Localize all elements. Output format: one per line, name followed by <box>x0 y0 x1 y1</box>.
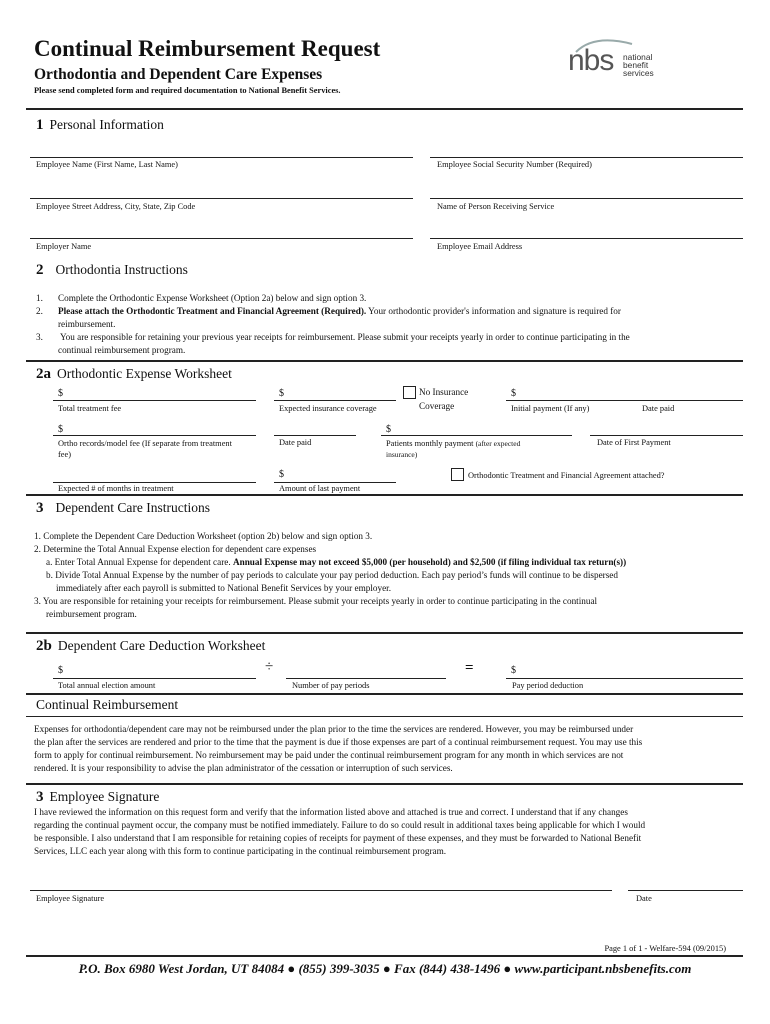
send-instruction: Please send completed form and required documentation to National Benefit Services. <box>34 86 341 95</box>
date-paid-line[interactable] <box>274 435 356 436</box>
person-receiving-label: Name of Person Receiving Service <box>437 202 555 211</box>
ssn-line[interactable] <box>430 157 743 158</box>
annual-election-line[interactable] <box>53 678 256 679</box>
section-1-heading: 1 Personal Information <box>36 117 164 133</box>
page-number: Page 1 of 1 - Welfare-594 (09/2015) <box>604 944 726 953</box>
signature-date-line[interactable] <box>628 890 743 891</box>
employee-name-label: Employee Name (First Name, Last Name) <box>36 160 178 169</box>
no-insurance-label: No Insurance <box>419 387 469 397</box>
agreement-attached-checkbox[interactable] <box>451 468 464 481</box>
equals-icon: = <box>465 660 474 676</box>
coverage-label: Expected insurance coverage <box>279 404 377 413</box>
currency-sign: $ <box>279 388 284 399</box>
logo-subtext: national benefit services <box>623 52 654 78</box>
divider <box>26 716 743 717</box>
list-item: 2. Please attach the Orthodontic Treatment and Financial Agreement (Required). Your orthodontic provider's information and signature is required for <box>36 306 621 316</box>
total-fee-line[interactable] <box>53 400 256 401</box>
address-label: Employee Street Address, City, State, Zip Code <box>36 202 196 211</box>
continual-heading: Continual Reimbursement <box>36 697 179 712</box>
ortho-records-label: Ortho records/model fee (If separate from treatment fee) <box>58 439 232 459</box>
agreement-attached-label: Orthodontic Treatment and Financial Agreement attached? <box>468 471 665 480</box>
initial-payment-label: Initial payment (If any) <box>511 404 590 413</box>
first-payment-line[interactable] <box>590 435 743 436</box>
employer-line[interactable] <box>30 238 413 239</box>
total-fee-label: Total treatment fee <box>58 404 122 413</box>
list-item: 3. You are responsible for retaining your previous year receipts for reimbursement. Please submit your receipts yearly in order to continue participating in the <box>36 332 630 342</box>
currency-sign: $ <box>58 665 63 676</box>
currency-sign: $ <box>58 388 63 399</box>
divider <box>26 360 743 362</box>
ssn-label: Employee Social Security Number (Required) <box>437 160 592 169</box>
divide-icon: ÷ <box>265 659 274 675</box>
form-title: Continual Reimbursement Request <box>34 36 381 61</box>
divider <box>26 955 743 957</box>
signature-line[interactable] <box>30 890 612 891</box>
employer-label: Employer Name <box>36 242 92 251</box>
expected-months-line[interactable] <box>53 482 256 483</box>
annual-election-label: Total annual election amount <box>58 681 156 690</box>
divider <box>26 693 743 695</box>
divider <box>26 494 743 496</box>
email-label: Employee Email Address <box>437 242 523 251</box>
nbs-logo <box>560 36 700 86</box>
divider <box>26 632 743 634</box>
monthly-payment-label: Patients monthly payment (after expected insurance) <box>386 439 521 459</box>
form-subtitle: Orthodontia and Dependent Care Expenses <box>34 66 323 83</box>
signature-date-label: Date <box>636 894 652 903</box>
coverage-line[interactable] <box>274 400 396 401</box>
logo-text: nbs <box>568 44 614 77</box>
signature-heading: 3 Employee Signature <box>36 789 160 805</box>
date-paid-label: Date paid <box>642 404 675 413</box>
signature-label: Employee Signature <box>36 894 105 903</box>
section-2a-heading: 2a Orthodontic Expense Worksheet <box>36 366 232 382</box>
coverage-text: Coverage <box>419 401 455 411</box>
ortho-records-line[interactable] <box>53 435 256 436</box>
monthly-payment-line[interactable] <box>381 435 572 436</box>
pay-period-deduction-line[interactable] <box>506 678 743 679</box>
person-receiving-line[interactable] <box>430 198 743 199</box>
first-payment-label: Date of First Payment <box>597 438 671 447</box>
continual-paragraph: Expenses for orthodontia/dependent care may not be reimbursed under the plan prior to the time the services are rendered. However, you may be reimbursed under the plan after the services are rendered and prior to the time that the payment is due if those expenses are part of a continual reimbursement request. You may use this form to apply for continual reimbursement. No reimbursement may be paid under the continual reimbursement program for any month in which services are not rendered. It is your responsibility to advise the plan administrator of the cessation or interruption of such services. <box>34 724 643 773</box>
list-item: 1. Complete the Orthodontic Expense Worksheet (Option 2a) below and sign option 3. <box>36 293 367 303</box>
currency-sign: $ <box>279 469 284 480</box>
pay-periods-line[interactable] <box>286 678 446 679</box>
initial-payment-line[interactable] <box>506 400 743 401</box>
currency-sign: $ <box>58 424 63 435</box>
date-paid-label: Date paid <box>279 438 312 447</box>
currency-sign: $ <box>386 424 391 435</box>
divider <box>26 783 743 785</box>
section-3-dependent-heading: 3 Dependent Care Instructions <box>36 500 210 516</box>
section-2-heading: 2 Orthodontia Instructions <box>36 262 188 278</box>
address-line[interactable] <box>30 198 413 199</box>
currency-sign: $ <box>511 665 516 676</box>
signature-paragraph: I have reviewed the information on this request form and verify that the information listed above and attached is true and correct. I understand that if any changes regarding the continual payment occur, the company must be notified immediately. Failure to do so could result in additional taxes being applicable for which I would be responsible. I also understand that I am responsible for retaining copies of receipts for payment of these expenses, and they must be forwarded to National Benefit Services, LLC each year along with this form to continue participating in the continual reimbursement program. <box>34 807 646 856</box>
expected-months-label: Expected # of months in treatment <box>58 484 174 493</box>
email-line[interactable] <box>430 238 743 239</box>
employee-name-line[interactable] <box>30 157 413 158</box>
divider <box>26 108 743 110</box>
orthodontia-instructions: 1. Complete the Orthodontic Expense Worksheet (Option 2a) below and sign option 3. 2. Please attach the Orthodontic Treatment and Financial Agreement (Required). Your orthodontic provider's information and signature is required for reimbursement. 3. You are responsible for retaining your previous year receipts for reimbursement. Please submit your receipts yearly in order to continue participating in the continual reimbursement program. <box>36 292 746 357</box>
last-payment-label: Amount of last payment <box>279 484 361 493</box>
footer-contact: P.O. Box 6980 West Jordan, UT 84084 ● (855) 399-3035 ● Fax (844) 438-1496 ● www.participant.nbsbenefits.com <box>78 961 692 976</box>
dependent-care-instructions: 1. Complete the Dependent Care Deduction Worksheet (option 2b) below and sign option 3. 2. Determine the Total Annual Expense election for dependent care expenses a. Enter Total Annual Expense for dependent care. Annual Expense may not exceed $5,000 (per household) and $2,500 (if filing individual tax return(s)) b. Divide Total Annual Expense by the number of pay periods to calculate your pay period deduction. Each pay period’s funds will continue to be dispersed immediately after each payroll is submitted to National Benefit Services by your employer. 3. You are responsible for retaining your receipts for reimbursement. Please submit your receipts yearly in order to continue participating in the continual reimbursement program. <box>34 531 627 619</box>
last-payment-line[interactable] <box>274 482 396 483</box>
no-insurance-checkbox[interactable] <box>403 386 416 399</box>
pay-period-deduction-label: Pay period deduction <box>512 681 584 690</box>
currency-sign: $ <box>511 388 516 399</box>
section-2b-heading: 2b Dependent Care Deduction Worksheet <box>36 638 266 654</box>
pay-periods-label: Number of pay periods <box>292 681 370 690</box>
